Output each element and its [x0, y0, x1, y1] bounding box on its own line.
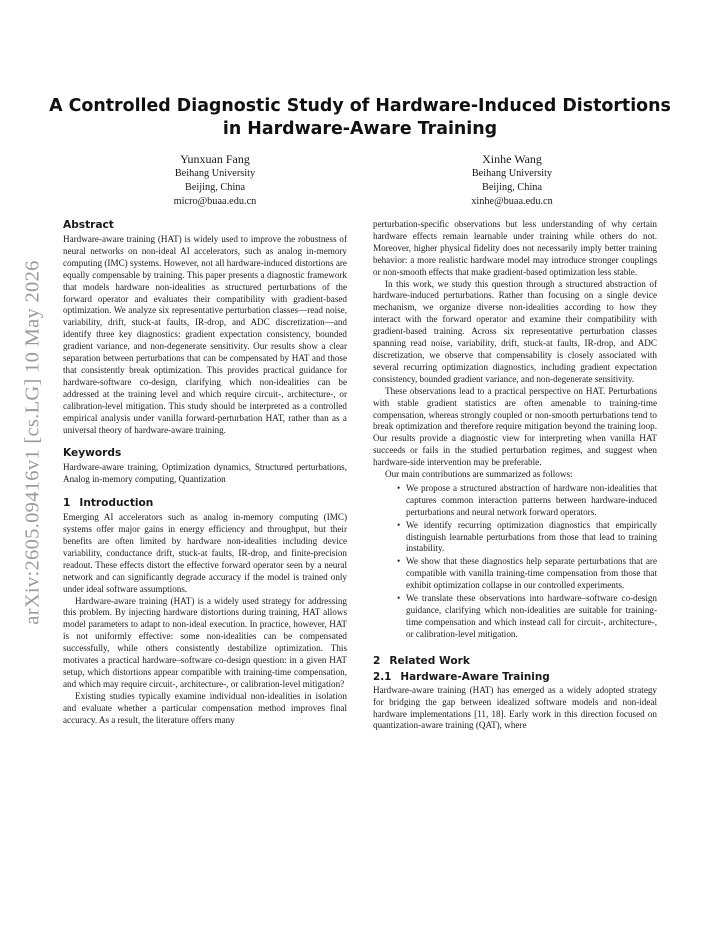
- subsection-number: 2.1: [373, 670, 392, 683]
- paper-title: A Controlled Diagnostic Study of Hardware-Induced Distortions in Hardware-Aware Training: [49, 96, 671, 139]
- section-title: Introduction: [79, 497, 154, 510]
- introduction-heading: [63, 496, 347, 510]
- arxiv-identifier: [18, 259, 48, 625]
- keywords-heading: Keywords: [63, 447, 122, 460]
- intro-paragraph-1: Emerging AI accelerators such as analog in-memory computing (IMC) systems offer major gains in energy efficiency and throughput, but their benefits are often limited by hardware non-idealities including device variability, conductance drift, stuck-at faults, IR-drop, and finite-precision readout. These effects distort the effective forward operator seen by a neural network and can significantly degrade accuracy if the model is trained only under ideal software assumptions.: [63, 512, 347, 594]
- author-name: Xinhe Wang: [482, 152, 542, 166]
- list-item: • We show that these diagnostics help separate perturbations that are compatible with vanilla training-time compensation from those that exhibit optimization collapse in our controlled experiments.: [406, 556, 657, 592]
- contributions-intro: Our main contributions are summarized as follows:: [385, 469, 573, 480]
- arxiv-identifier-text: arXiv:2605.09416v1 [cs.LG] 10 May 2026: [21, 259, 44, 625]
- author-2: [412, 152, 612, 209]
- author-email: xinhe@buaa.edu.cn: [471, 196, 553, 207]
- author-name: Yunxuan Fang: [180, 152, 250, 166]
- related-work-heading: [373, 654, 657, 668]
- intro-paragraph-4: In this work, we study this question through a structured abstraction of hardware-induced perturbations. Rather than focusing on a single device mechanism, we organize diverse non-idealities according to how they interact with the forward operator and examine their compatibility with gradient-based training. Across six representative perturbation classes spanning read noise, variability, drift, stuck-at faults, IR-drop, and ADC discretization, we observe that compensability is closely associated with several recurring optimization diagnostics, including gradient expectation consistency, bounded gradient variance, and non-degenerate sensitivity.: [373, 278, 657, 384]
- author-affiliation: Beihang University: [471, 168, 553, 179]
- abstract-heading: Abstract: [63, 219, 114, 231]
- subsection-title: Hardware-Aware Training: [400, 670, 550, 683]
- related-work-paragraph: Hardware-aware training (HAT) has emerged as a widely adopted strategy for bridging the gap between idealized software models and non-ideal hardware implementations [11, 18]. Early work in this direction focused on quantization-aware training (QAT), where: [373, 684, 657, 731]
- section-title: Related Work: [389, 654, 470, 667]
- intro-paragraph-3: Existing studies typically examine individual non-idealities in isolation and evaluate whether a particular compensation method improves final accuracy. As a result, the literature offers many: [63, 690, 347, 725]
- author-location: Beijing, China: [481, 182, 543, 193]
- left-column: [63, 218, 347, 727]
- author-1: [115, 152, 315, 209]
- abstract-text: Hardware-aware training (HAT) is widely used to improve the robustness of neural networks on non-ideal AI accelerators, such as analog in-memory computing (IMC) systems. However, not all hardware-induced distortions are equally compensable by training. This paper presents a diagnostic framework that models hardware non-idealities as structured perturbations of the forward operator and evaluates their compatibility with gradient-based optimization. We analyze six representative perturbation classes—read noise, variability, drift, stuck-at faults, IR-drop, and ADC discretization—and identify three key diagnostics: gradient expectation consistency, bounded gradient variance, and non-degenerate sensitivity. Our results show a clear separation between perturbations that can be compensated by HAT and those that consistently break optimization. This provides practical guidance for hardware-software co-design, clarifying which non-idealities can be addressed at the training level and which require circuit-, architecture-, or calibration-level mitigation. This study should be interpreted as a controlled empirical analysis under vanilla forward-perturbation HAT, rather than as a universal theory of hardware-aware training.: [63, 234, 347, 435]
- list-item: • We identify recurring optimization diagnostics that empirically distinguish learnable perturbations from those that lead to training instability.: [406, 520, 657, 556]
- list-item: • We propose a structured abstraction of hardware non-idealities that captures common interaction patterns between hardware-induced perturbations and neural network forward operators.: [406, 483, 657, 519]
- keywords-text: Hardware-aware training, Optimization dynamics, Structured perturbations, Analog in-memory computing, Quantization: [63, 462, 347, 485]
- subsection-heading: [373, 670, 657, 684]
- intro-paragraph-5: These observations lead to a practical perspective on HAT. Perturbations with stable gradient statistics are often amenable to training-time compensation, whereas strongly coupled or non-smooth perturbations tend to break optimization and therefore require mitigation beyond the training loop. Our results provide a diagnostic view for interpreting when vanilla HAT succeeds or fails in the studied perturbation regimes, and suggest when hardware-side intervention may be preferable.: [373, 385, 657, 468]
- author-location: Beijing, China: [184, 182, 246, 193]
- right-column: [373, 219, 657, 732]
- author-email: micro@buaa.edu.cn: [173, 196, 257, 207]
- intro-paragraph-2: Hardware-aware training (HAT) is a widely used strategy for addressing this problem. By injecting hardware distortions during training, HAT allows model parameters to adapt to non-ideal execution. In practice, however, HAT is not uniformly effective: some non-idealities can be compensated successfully, while others consistently destabilize optimization. This motivates a practical hardware–software co-design question: in a given HAT setup, which distortions appear compatible with training-time compensation, and which may require circuit-, architecture-, or calibration-level mitigation?: [63, 595, 347, 689]
- author-affiliation: Beihang University: [174, 168, 256, 179]
- contributions-list: [373, 483, 657, 641]
- intro-paragraph-3-continued: perturbation-specific observations but less understanding of why certain hardware effects remain learnable under training while others do not. Moreover, higher physical fidelity does not necessarily imply better training behavior: a more realistic hardware model may introduce stronger couplings or non-smooth effects that make gradient-based optimization less stable.: [373, 219, 657, 277]
- section-number: 2: [373, 654, 381, 667]
- section-number: 1: [63, 497, 71, 510]
- list-item: • We translate these observations into hardware–software co-design guidance, clarifying which non-idealities are suitable for training-time compensation and which instead call for circuit-, architecture-, or calibration-level mitigation.: [406, 593, 657, 641]
